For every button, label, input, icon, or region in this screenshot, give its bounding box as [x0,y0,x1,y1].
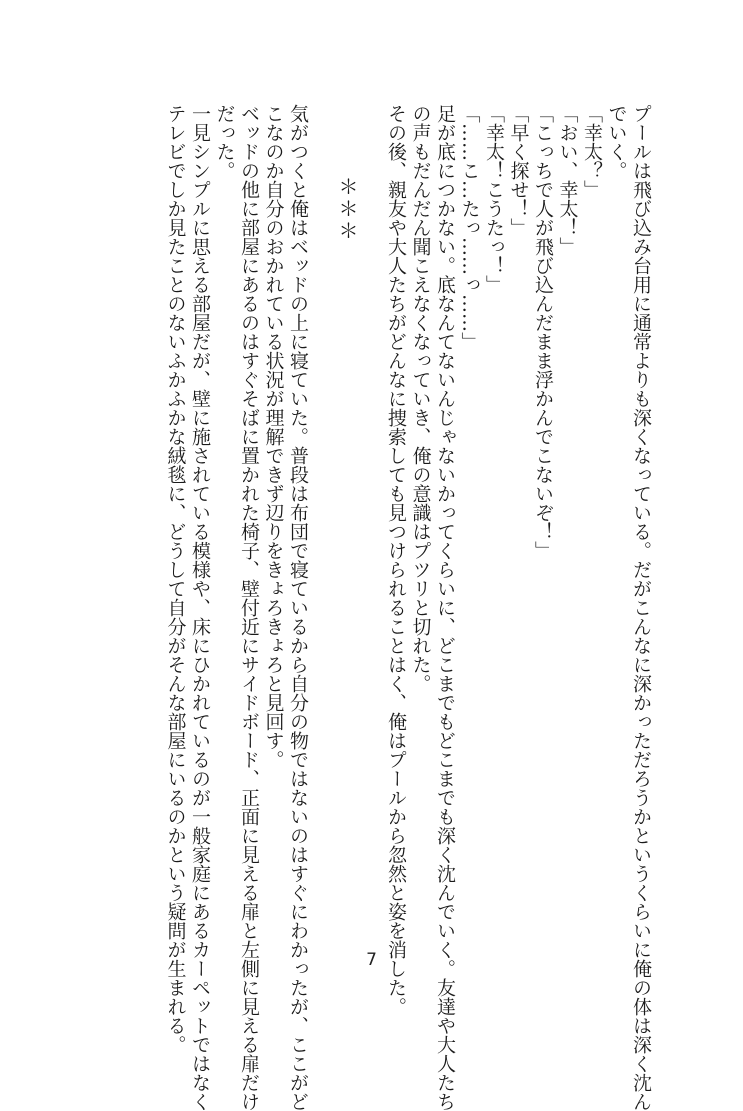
text-line: 一見シンプルに思える部屋だが、壁に施されている模様や、床にひかれているのが一般家庭にあるカーペットではなく [189,104,211,1111]
dialogue-line: 「幸太！こうたっ！」 [483,104,505,294]
blank-line [359,104,384,944]
text-line: こなのか自分のおかれている状況が理解できず辺りをきょろきょろと見回す。 [262,104,285,769]
scene-separator: ＊＊＊ [335,176,359,242]
dialogue-line: 「おい、幸太！」 [556,104,579,256]
blank-line [310,104,335,944]
text-line: プールは飛び込み台用に通常よりも深くなっている。だがこんなに深かっただろうかというくらいに俺の体は深く沈ん [630,104,652,1111]
dialogue-line: 「……こ…たっ……っ……」 [458,104,481,351]
dialogue-line: 「こっちで人が飛び込んだまま浮かんでこないぞ！」 [532,104,554,560]
text-line: その後、親友や大人たちがどんなに捜索しても見つけられることはく、俺はプールから忽然と姿を消した。 [385,104,407,1016]
text-line: 足が底につかない。底なんてないんじゃないかってくらいに、どこまでもどこまでも深く沈んでいく。友達や大人たち [434,104,456,1111]
text-line: だった。 [213,104,236,180]
dialogue-line: 「早く探せ！」 [507,104,530,237]
text-line: 気がつくと俺はベッドの上に寝ていた。普段は布団で寝ているから自分の物ではないのはすぐにわかったが、ここがど [287,104,309,1111]
text-line: テレビでしか見たことのないふかふかな絨毯に、どうして自分がそんな部屋にいるのかという疑問が生まれる。 [164,104,187,1054]
dialogue-line: 「幸太？」 [581,104,603,199]
text-line: の声もだんだん聞こえなくなっていき、俺の意識はプツリと切れた。 [409,104,432,693]
vertical-text-body [163,104,653,1111]
page-number: 7 [366,950,377,970]
text-line: ベッドの他に部屋にあるのはすぐそばに置かれた椅子、壁付近にサイドボード、正面に見える扉と左側に見える扉だけ [238,104,260,1111]
text-line: でいく。 [605,104,628,180]
